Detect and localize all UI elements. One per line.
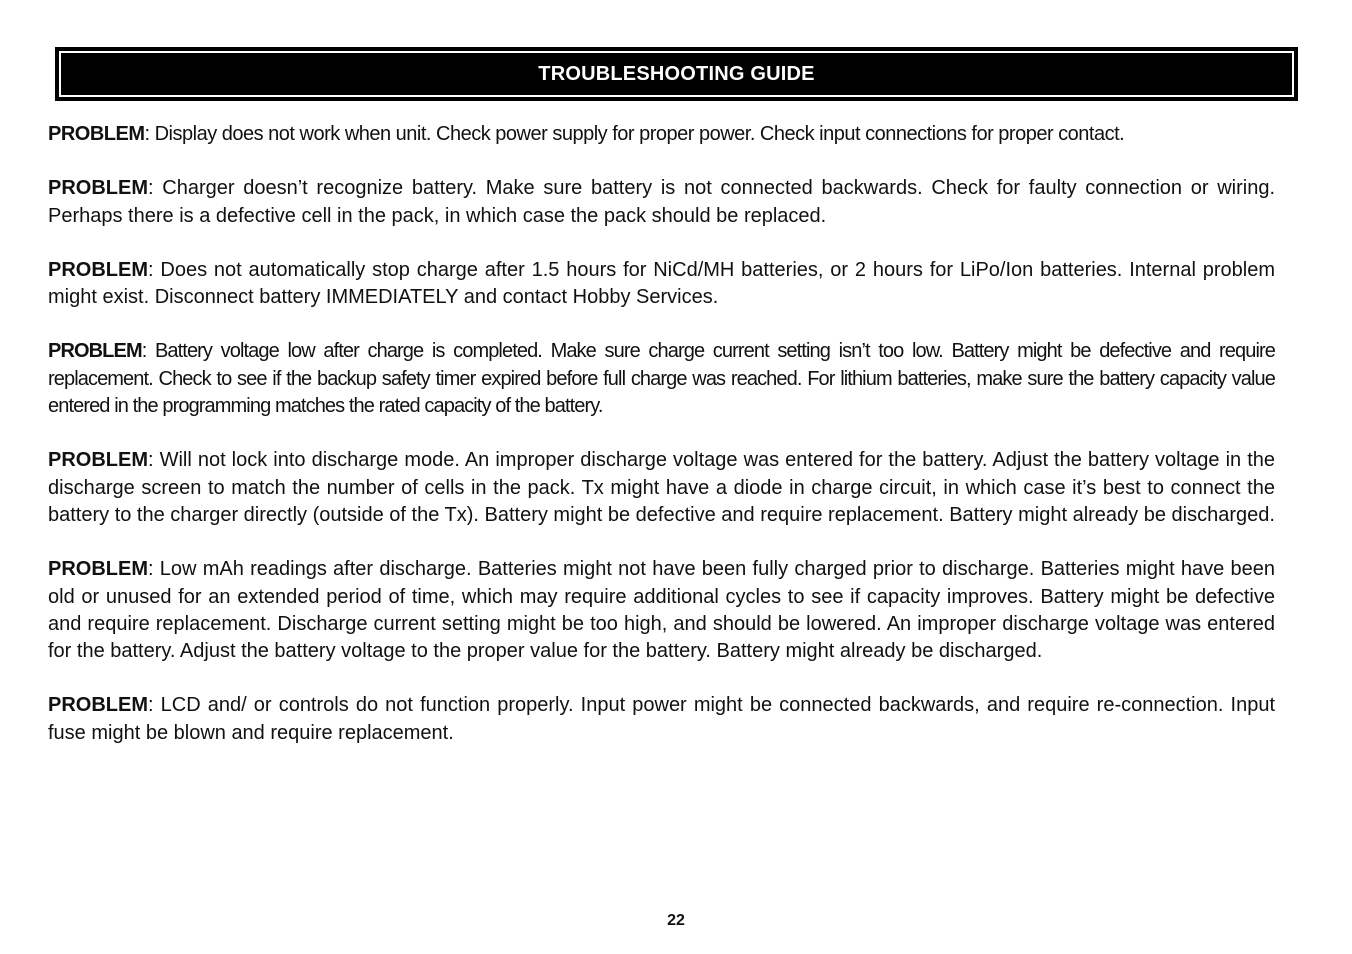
problem-label: PROBLEM bbox=[48, 558, 148, 581]
problem-item bbox=[48, 692, 1275, 747]
problem-item bbox=[48, 257, 1275, 312]
problem-label: PROBLEM bbox=[48, 177, 148, 200]
problem-label: PROBLEM bbox=[48, 694, 148, 717]
problem-text: : Low mAh readings after discharge. Batteries might not have been fully charged prior to discharge. Batteries might have been old or unused for an extended period of time, which may require additional cycles to see if capacity improves. Battery might be defective and require replacement. Discharge current setting might be too high, and should be lowered. An improper discharge voltage was entered for the battery. Adjust the battery voltage to the proper value for the battery. Battery might already be discharged. bbox=[48, 558, 1275, 663]
problem-label: PROBLEM bbox=[48, 258, 148, 281]
problem-label: PROBLEM bbox=[48, 123, 145, 145]
title-banner-inner bbox=[59, 51, 1294, 97]
problem-label: PROBLEM bbox=[48, 340, 142, 363]
problem-list bbox=[48, 121, 1275, 774]
problem-text: : Does not automatically stop charge after 1.5 hours for NiCd/MH batteries, or 2 hours for LiPo/Ion batteries. Internal problem might exist. Disconnect battery IMMEDIATELY and contact Hobby Services. bbox=[48, 258, 1275, 309]
page-number: 22 bbox=[667, 912, 685, 929]
problem-item bbox=[48, 121, 1275, 148]
problem-text: : Battery voltage low after charge is completed. Make sure charge current setting isn’t too low. Battery might be defective and require replacement. Check to see if the backup safety timer expired before full charge was reached. For lithium batteries, make sure the battery capacity value entered in the programming matches the rated capacity of the battery. bbox=[48, 340, 1275, 418]
problem-text: : LCD and/ or controls do not function properly. Input power might be connected backwards, and require re-connection. Input fuse might be blown and require replacement. bbox=[48, 694, 1275, 744]
title-banner bbox=[55, 47, 1298, 101]
problem-text: : Will not lock into discharge mode. An improper discharge voltage was entered for the battery. Adjust the battery voltage in the discharge screen to match the number of cells in the pack. Tx might have a diode in charge circuit, in which case it’s best to connect the battery to the charger directly (outside of the Tx). Battery might be defective and require replacement. Battery might already be discharged. bbox=[48, 449, 1275, 526]
problem-item bbox=[48, 338, 1275, 420]
problem-item bbox=[48, 556, 1275, 665]
problem-item bbox=[48, 447, 1275, 529]
problem-label: PROBLEM bbox=[48, 449, 148, 472]
page-title: TROUBLESHOOTING GUIDE bbox=[538, 62, 815, 85]
problem-text: : Display does not work when unit. Check power supply for proper power. Check input connections for proper contact. bbox=[144, 123, 1125, 145]
problem-item bbox=[48, 175, 1275, 230]
problem-text: : Charger doesn’t recognize battery. Make sure battery is not connected backwards. Check for faulty connection or wiring. Perhaps there is a defective cell in the pack, in which case the pack should be replaced. bbox=[48, 177, 1275, 227]
